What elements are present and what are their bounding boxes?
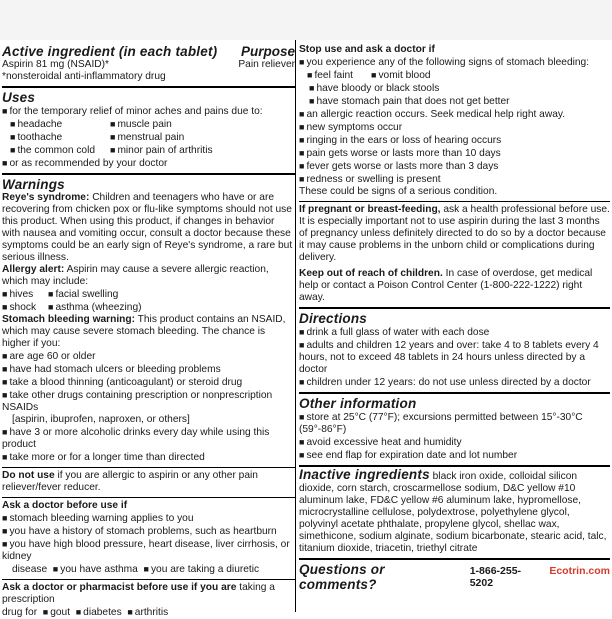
stomach-item: ■ take a blood thinning (anticoagulant) or steroid drug	[2, 376, 295, 389]
stop-intro: ■ you experience any of the following signs of stomach bleeding:	[299, 56, 610, 69]
uses-items	[2, 118, 295, 157]
stop-item: ■ ringing in the ears or loss of hearing occurs	[299, 134, 610, 147]
stomach-paragraph	[2, 314, 295, 350]
stomach-item: ■ have had stomach ulcers or bleeding problems	[2, 363, 295, 376]
allergy-item: ■ facial swelling	[48, 288, 248, 301]
purpose-text: Pain reliever	[238, 59, 295, 70]
allergy-label: Allergy alert:	[2, 264, 65, 275]
divider	[299, 392, 610, 394]
uses-item: ■ muscle pain	[110, 118, 290, 131]
top-background	[0, 0, 612, 40]
inactive-heading: Inactive ingredients	[299, 467, 430, 482]
divider	[299, 307, 610, 309]
stomach-item: ■ have 3 or more alcoholic drinks every day while using this product	[2, 426, 295, 451]
active-ingredient-heading: Active ingredient (in each tablet)	[2, 44, 218, 59]
other-item: ■ avoid excessive heat and humidity	[299, 436, 610, 449]
footnote: *nonsteroidal anti-inflammatory drug	[2, 71, 166, 82]
brand-website[interactable]: Ecotrin.com	[549, 565, 610, 577]
ask-doctor-item: ■ you have a history of stomach problems, such as heartburn	[2, 525, 295, 538]
uses-item: ■ the common cold	[10, 144, 110, 157]
stomach-item: ■ are age 60 or older	[2, 350, 295, 363]
divider	[2, 173, 295, 175]
ask-doctor-tail-item: ■ you are taking a diuretic	[144, 564, 260, 575]
stop-item: ■ an allergic reaction occurs. Seek medical help right away.	[299, 108, 610, 121]
keep-out-text: In case of overdose, get medical help or contact a Poison Control Center (1-800-222-1222) right away.	[299, 268, 593, 303]
stop-item: ■ fever gets worse or lasts more than 3 days	[299, 160, 610, 173]
ingredient-row	[2, 59, 295, 71]
allergy-paragraph	[2, 264, 295, 288]
left-panel	[0, 40, 296, 618]
questions-heading: Questions or comments?	[299, 562, 385, 592]
uses-item: ■ toothache	[10, 131, 110, 144]
ask-pharm-tail-item: ■ diabetes	[76, 607, 122, 618]
stop-closing: These could be signs of a serious condition.	[299, 186, 498, 197]
ask-pharm-tail-item: drug for	[2, 607, 38, 618]
pregnant-paragraph	[299, 204, 610, 264]
keep-out-label: Keep out of reach of children.	[299, 268, 443, 279]
right-panel	[297, 40, 612, 612]
divider	[2, 86, 295, 88]
active-ingredient-header	[2, 44, 295, 59]
divider	[299, 201, 610, 202]
reye-label: Reye's syndrome:	[2, 192, 90, 203]
uses-item: ■ headache	[10, 118, 110, 131]
allergy-item: ■ shock	[2, 301, 48, 314]
ask-pharm-tail-item: ■ gout	[43, 607, 70, 618]
allergy-item: ■ asthma (wheezing)	[48, 301, 248, 314]
allergy-item: ■ hives	[2, 288, 48, 301]
reye-paragraph	[2, 192, 295, 264]
stop-sign: ■ vomit blood	[371, 69, 571, 82]
uses-item: ■ minor pain of arthritis	[110, 144, 290, 157]
inactive-paragraph	[299, 469, 610, 555]
divider	[2, 579, 295, 580]
ask-pharm-tail	[2, 606, 295, 619]
ask-pharm-text: taking a prescription	[2, 582, 275, 605]
reye-text: Children and teenagers who have or are recovering from chicken pox or flu-like symptoms should not use this product. When using this product, if changes in behavior with nausea and vomiting occur, consult a doctor because these symptoms could be an early sign of Reye's syndrome, a rare but serious illness.	[2, 192, 293, 263]
stop-item: ■ pain gets worse or lasts more than 10 days	[299, 147, 610, 160]
warnings-heading: Warnings	[2, 177, 65, 192]
divider	[2, 467, 295, 468]
allergy-items	[2, 288, 295, 314]
do-not-use	[2, 470, 295, 494]
uses-last: ■ or as recommended by your doctor	[2, 157, 295, 170]
directions-item: ■ drink a full glass of water with each dose	[299, 326, 610, 339]
divider	[299, 558, 610, 560]
keep-out-paragraph	[299, 268, 610, 304]
stomach-label: Stomach bleeding warning:	[2, 314, 136, 325]
uses-heading: Uses	[2, 90, 36, 105]
do-not-use-text: if you are allergic to aspirin or any other pain reliever/fever reducer.	[2, 470, 258, 493]
other-item: ■ see end flap for expiration date and lot number	[299, 449, 610, 462]
stomach-item-cont: [aspirin, ibuprofen, naproxen, or others]	[12, 414, 190, 425]
stomach-text: This product contains an NSAID, which may cause severe stomach bleeding. The chance is higher if you:	[2, 314, 286, 349]
directions-item: ■ children under 12 years: do not use unless directed by a doctor	[299, 376, 610, 389]
stop-signs	[299, 69, 610, 82]
other-heading: Other information	[299, 396, 417, 411]
uses-item: ■ menstrual pain	[110, 131, 290, 144]
do-not-use-label: Do not use	[2, 470, 55, 481]
ask-doctor-tail-item: ■ you have asthma	[53, 564, 138, 575]
stomach-item: ■ take other drugs containing prescription or nonprescription NSAIDs	[2, 389, 295, 414]
stop-sign: ■ feel faint	[307, 69, 371, 82]
ask-doctor-item: ■ stomach bleeding warning applies to you	[2, 512, 295, 525]
questions-row	[299, 562, 610, 592]
directions-heading: Directions	[299, 311, 368, 326]
pregnant-label: If pregnant or breast-feeding,	[299, 204, 441, 215]
ask-doctor-label: Ask a doctor before use if	[2, 500, 128, 511]
ask-pharmacist	[2, 582, 295, 606]
ask-doctor-tail-item: disease	[12, 564, 48, 575]
purpose-heading: Purpose	[240, 44, 295, 59]
phone-number[interactable]: 1-866-255-5202	[469, 565, 522, 589]
stop-sign: ■ have bloody or black stools	[299, 82, 610, 95]
ask-doctor-item: ■ you have high blood pressure, heart disease, liver cirrhosis, or kidney	[2, 538, 295, 563]
stop-item: ■ redness or swelling is present	[299, 173, 610, 186]
directions-item: ■ adults and children 12 years and over: take 4 to 8 tablets every 4 hours, not to exceed 48 tablets in 24 hours unless directed by a doctor	[299, 339, 610, 376]
stop-heading: Stop use and ask a doctor if	[299, 44, 435, 55]
ask-pharm-tail-item: ■ arthritis	[127, 607, 168, 618]
ask-pharm-label: Ask a doctor or pharmacist before use if you are	[2, 582, 237, 593]
ask-doctor-tail	[2, 563, 295, 576]
stop-sign: ■ have stomach pain that does not get better	[299, 95, 610, 108]
pregnant-text: ask a health professional before use. It is especially important not to use aspirin during the last 3 months of pregnancy unless definitely directed to do so by a doctor because it may cause problems in the unborn child or complications during delivery.	[299, 204, 610, 263]
stomach-item: ■ take more or for a longer time than directed	[2, 451, 295, 464]
allergy-text: Aspirin may cause a severe allergic reaction, which may include:	[2, 264, 269, 287]
other-item: ■ store at 25°C (77°F); excursions permitted between 15°-30°C (59°-86°F)	[299, 411, 610, 436]
divider	[2, 497, 295, 498]
stop-item: ■ new symptoms occur	[299, 121, 610, 134]
uses-intro: ■ for the temporary relief of minor aches and pains due to:	[2, 105, 295, 118]
inactive-text: black iron oxide, colloidal silicon dioxide, corn starch, croscarmellose sodium, D&C yellow #10 aluminum lake, FD&C yellow #6 aluminum lake, hypromellose, microcrystalline cellulose, polydextrose, polyethylene glycol, polyvinyl acetate phthalate, propylene glycol, shellac wax, simethicone, sodium alginate, sodium bicarbonate, stearic acid, talc, titanium dioxide, triacetin, triethyl citrate	[299, 471, 607, 554]
ingredient-text: Aspirin 81 mg (NSAID)*	[2, 59, 109, 70]
